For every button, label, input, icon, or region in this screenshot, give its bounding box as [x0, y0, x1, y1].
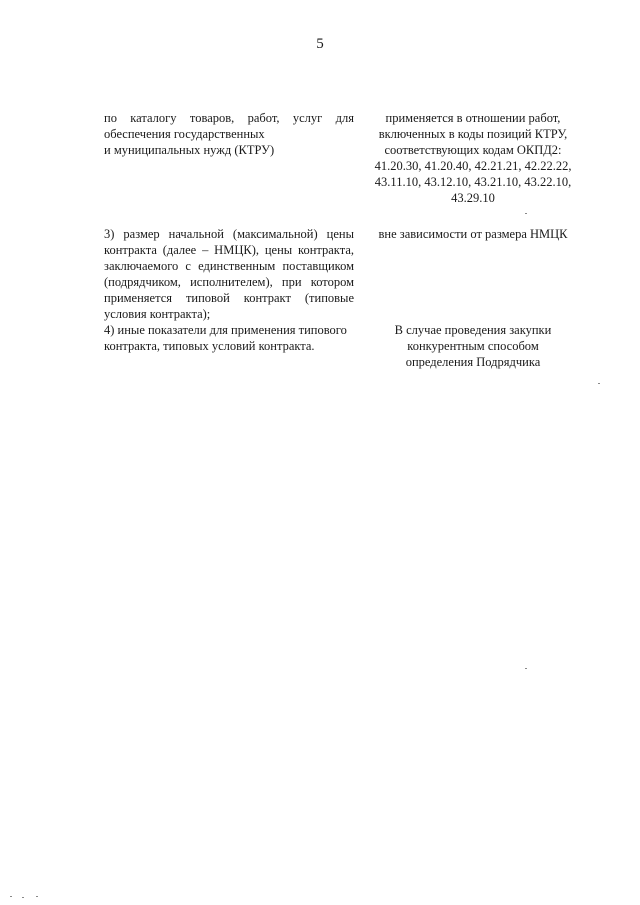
value-line: 43.29.10: [451, 191, 495, 205]
criterion-line: обеспечения государственных: [104, 127, 265, 141]
scan-speck: [22, 897, 24, 898]
scan-speck: [598, 383, 600, 384]
scan-speck: [525, 213, 527, 214]
criterion-line: контракта, типовых условий контракта.: [104, 339, 315, 353]
value-line: 43.11.10, 43.12.10, 43.21.10, 43.22.10,: [374, 175, 572, 189]
value-line: включенных в коды позиций КТРУ,: [378, 127, 568, 141]
criterion-line: контракта (далее – НМЦК), цены контракта,: [104, 243, 354, 257]
value-line: 41.20.30, 41.20.40, 42.21.21, 42.22.22,: [374, 159, 572, 173]
value-line: соответствующих кодам ОКПД2:: [384, 143, 562, 157]
criterion-line: применяется типовой контракт (типовые: [104, 291, 354, 305]
criterion-line: по каталогу товаров, работ, услуг для: [104, 111, 354, 125]
value-line: конкурентным способом: [407, 339, 539, 353]
page-number: 5: [316, 36, 324, 52]
criterion-line: (подрядчиком, исполнителем), при котором: [104, 275, 354, 289]
criterion-line: 3) размер начальной (максимальной) цены: [104, 227, 354, 241]
value-line: применяется в отношении работ,: [385, 111, 561, 125]
criterion-line: условия контракта);: [104, 307, 211, 321]
scan-speck: [525, 668, 527, 669]
criterion-line: заключаемого с единственным поставщиком: [104, 259, 354, 273]
value-line: определения Подрядчика: [405, 355, 541, 369]
value-line: В случае проведения закупки: [394, 323, 552, 337]
row-value: [362, 226, 584, 242]
row-criterion: [104, 110, 354, 158]
row-criterion: [104, 226, 354, 322]
scan-speck: [36, 896, 38, 897]
criterion-line: и муниципальных нужд (КТРУ): [104, 143, 275, 157]
scan-speck: [10, 896, 12, 897]
row-criterion: [104, 322, 354, 354]
row-value: [362, 110, 584, 206]
criterion-line: 4) иные показатели для применения типового: [104, 323, 347, 337]
row-value: [362, 322, 584, 370]
value-line: вне зависимости от размера НМЦК: [378, 227, 568, 241]
